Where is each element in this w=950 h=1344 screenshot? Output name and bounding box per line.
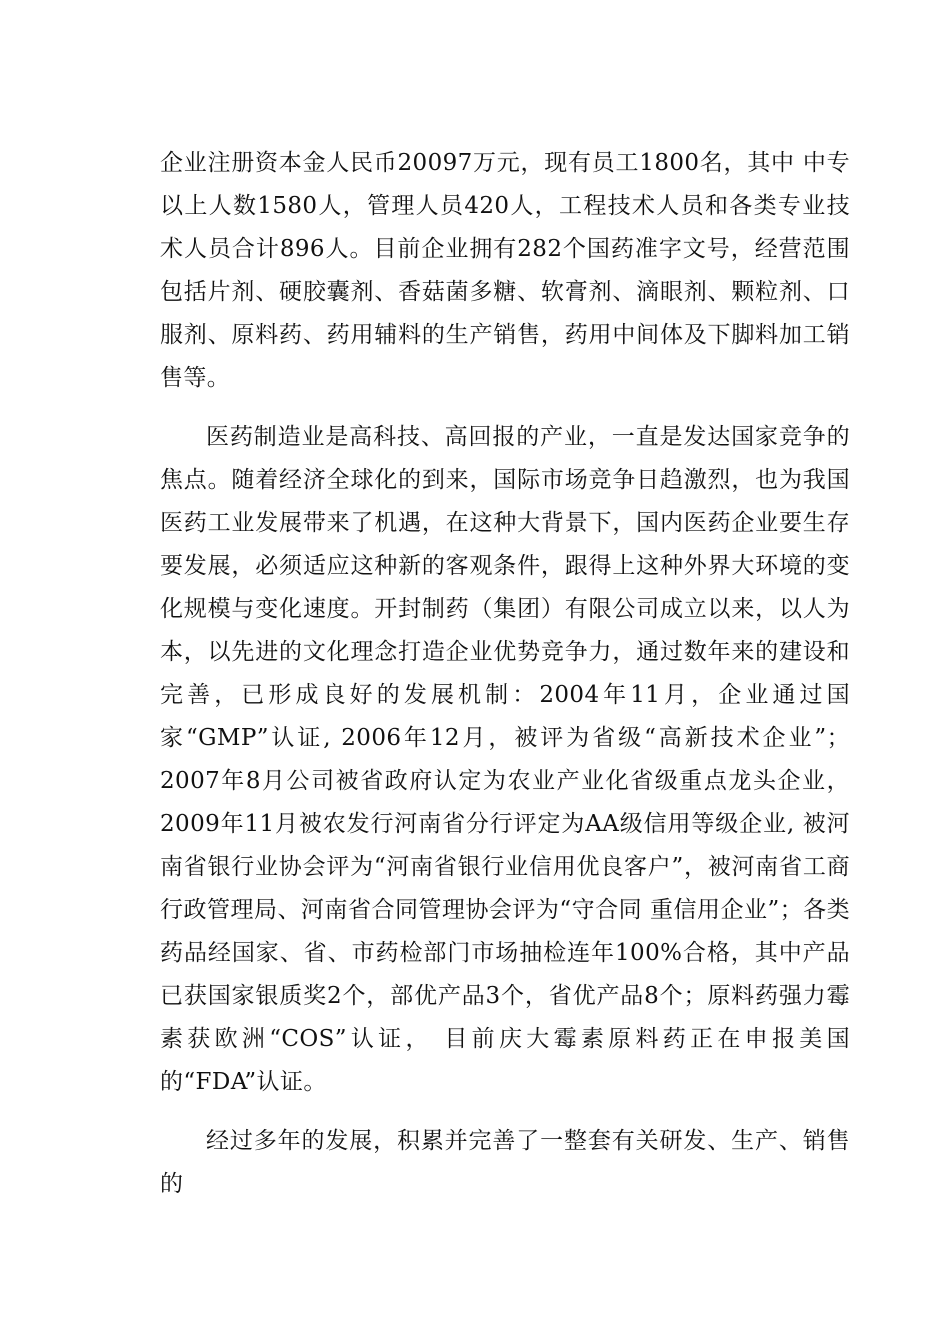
document-body [160, 142, 850, 1206]
paragraph-development-summary: 经过多年的发展，积累并完善了一整套有关研发、生产、销售的 [160, 1128, 850, 1197]
paragraph-company-profile: 企业注册资本金人民币20097万元，现有员工1800名，其中 中专以上人数1580人，管理人员420人，工程技术人员和各类专业技术人员合计896人。目前企业拥有282个国药准字文号，经营范围包括片剂、硬胶囊剂、香菇菌多糖、软膏剂、滴眼剂、颗粒剂、口服剂、原料药、药用辅料的生产销售，药用中间体及下脚料加工销售等。 [160, 150, 850, 391]
paragraph-industry-development: 医药制造业是高科技、高回报的产业，一直是发达国家竞争的焦点。随着经济全球化的到来，国际市场竞争日趋激烈，也为我国医药工业发展带来了机遇，在这种大背景下，国内医药企业要生存要发展，必须适应这种新的客观条件，跟得上这种外界大环境的变化规模与变化速度。开封制药（集团）有限公司成立以来，以人为本，以先进的文化理念打造企业优势竞争力，通过数年来的建设和完善，已形成良好的发展机制：2004年11月，企业通过国家“GMP”认证, 2006年12月，被评为省级“高新技术企业”；2007年8月公司被省政府认定为农业产业化省级重点龙头企业，2009年11月被农发行河南省分行评定为AA级信用等级企业, 被河南省银行业协会评为“河南省银行业信用优良客户”，被河南省工商行政管理局、河南省合同管理协会评为“守合同 重信用企业”；各类药品经国家、省、市药检部门市场抽检连年100%合格，其中产品已获国家银质奖2个，部优产品3个，省优产品8个；原料药强力霉素获欧洲“COS”认证， 目前庆大霉素原料药正在申报美国的“FDA”认证。 [160, 424, 850, 1095]
